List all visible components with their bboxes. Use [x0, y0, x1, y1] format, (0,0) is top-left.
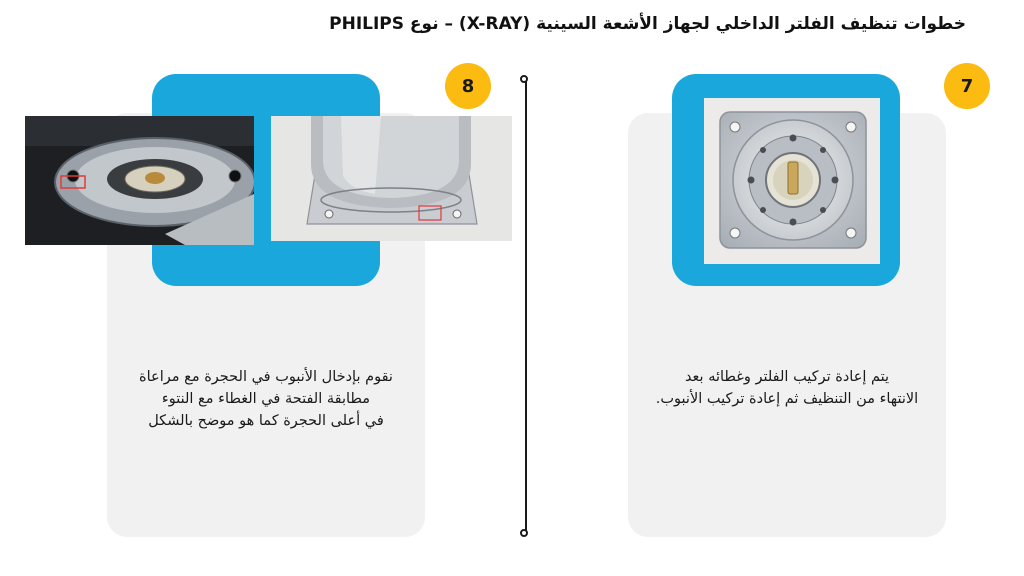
tube-illustration: [271, 116, 512, 241]
page-title: خطوات تنظيف الفلتر الداخلي لجهاز الأشعة السينية (X-RAY) – نوع PHILIPS: [329, 14, 966, 34]
step-8-number: 8: [461, 75, 475, 97]
divider-bottom-dot: [520, 529, 528, 537]
step-7-caption-line-2: الانتهاء من التنظيف ثم إعادة تركيب الأنبوب.: [655, 391, 919, 407]
step-8-caption-line-2: مطابقة الفتحة في الغطاء مع النتوء: [161, 391, 371, 407]
filter-plate-illustration: [704, 98, 880, 264]
chamber-illustration: [25, 116, 254, 245]
divider-top-dot: [520, 75, 528, 83]
step-8-caption: [107, 366, 425, 432]
step-7-caption: [628, 366, 946, 410]
step-7-badge: [944, 63, 990, 109]
vertical-divider: [525, 79, 527, 535]
step-8-caption-line-1: نقوم بإدخال الأنبوب في الحجرة مع مراعاة: [139, 369, 393, 385]
step-7-caption-line-1: يتم إعادة تركيب الفلتر وغطائه بعد: [684, 369, 890, 385]
step-8-badge: [445, 63, 491, 109]
step-8-chamber-photo: [25, 116, 254, 245]
step-8-tube-photo: [271, 116, 512, 241]
step-7-filter-photo: [704, 98, 880, 264]
step-7-number: 7: [960, 75, 974, 97]
step-8-caption-line-3: في أعلى الحجرة كما هو موضح بالشكل: [148, 413, 384, 429]
